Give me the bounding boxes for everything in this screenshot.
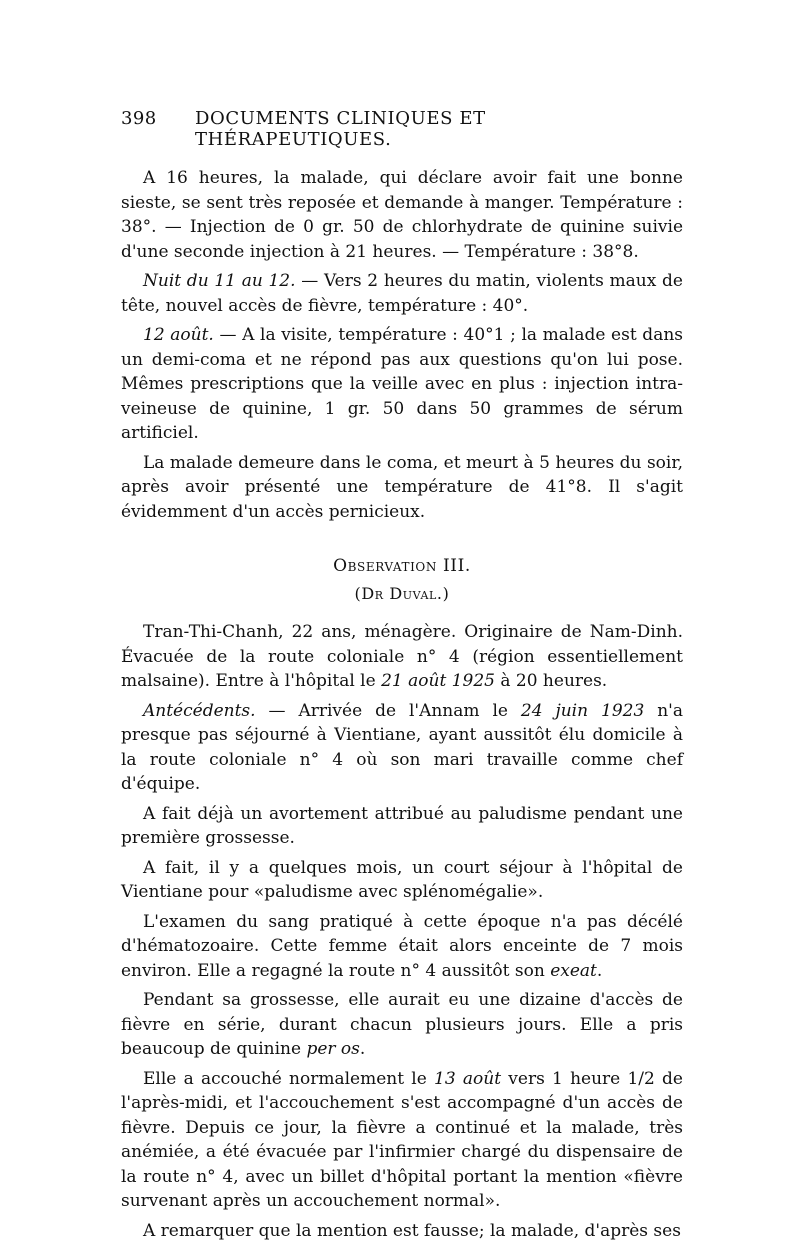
paragraph-pregnancy (121, 988, 683, 1062)
delivery-date: 13 août (434, 1068, 502, 1089)
arrival-date: 24 juin 1923 (520, 700, 645, 721)
running-header (121, 108, 683, 150)
august-12-label: 12 août. (143, 325, 214, 345)
night-label: Nuit du 11 au 12. (143, 271, 296, 291)
paragraph-hospital-stay: A fait, il y a quelques mois, un court séjour à l'hôpital de Vientiane pour «paludisme avec splénomégalie». (121, 857, 683, 902)
case-intro-text: Tran-Thi-Chanh, 22 ans, ménagère. Originaire de Nam-Dinh. Évacuée de la route coloniale n° 4 (région essentiellement malsaine). Entre à l'hôpital le (121, 622, 683, 691)
antecedents-text: — Arrivée de l'Annam le (255, 700, 521, 721)
running-title: DOCUMENTS CLINIQUES ET THÉRAPEUTIQUES. (195, 108, 486, 150)
delivery-text: Elle a accouché normalement le (143, 1068, 435, 1089)
page-number: 398 (121, 108, 157, 129)
paragraph-death: La malade demeure dans le coma, et meurt à 5 heures du soir, après avoir présenté une température de 41°8. Il s'agit évidemment d'un accès pernicieux. (121, 452, 683, 522)
blood-exam-text-end: . (596, 960, 603, 981)
paragraph-abortion: A fait déjà un avortement attribué au paludisme pendant une première grossesse. (121, 803, 683, 848)
paragraph-blood-exam (121, 910, 683, 984)
paragraph-antecedents (121, 699, 683, 797)
document-page (121, 108, 683, 1243)
antecedents-label: Antécédents. (143, 700, 256, 721)
per-os-term: per os (306, 1039, 360, 1059)
paragraph-delivery (121, 1067, 683, 1214)
admission-date: 21 août 1925 (381, 671, 495, 691)
paragraph-august-12 (121, 323, 683, 446)
august-12-text: — A la visite, température : 40°1 ; la malade est dans un demi-coma et ne répond pas aux questions qu'on lui pose. Mêmes prescriptions que la veille avec en plus : injection intra-veineuse de quinine, 1 gr. 50 dans 50 grammes de sérum artificiel. (121, 325, 683, 443)
paragraph-case-intro (121, 620, 683, 694)
doctor-attribution: (Dr Duval.) (354, 584, 450, 603)
pregnancy-text: Pendant sa grossesse, elle aurait eu une dizaine d'accès de fièvre en série, durant chacun plusieurs jours. Elle a pris beaucoup de quinine (121, 990, 683, 1059)
pregnancy-text-end: . (359, 1039, 366, 1059)
observation-heading: Observation III. (333, 556, 471, 576)
exeat-term: exeat (550, 960, 597, 981)
antecedents-text-end: n'a presque pas séjourné à Vientiane, ayant aussitôt élu domicile à la route coloniale n° 4 où son mari travaille comme chef d'équipe. (121, 700, 683, 794)
paragraph-final: A remarquer que la mention est fausse; la malade, d'après ses (143, 1220, 681, 1241)
delivery-text-end: vers 1 heure 1/2 de l'après-midi, et l'accouchement s'est accompagné d'un accès de fièvre. Depuis ce jour, la fièvre a continué et la malade, très anémiée, a été évacuée par l'infirmier chargé du dispensaire de la route n° 4, avec un billet d'hôpital portant la mention «fièvre survenant après un accouchement normal». (121, 1068, 683, 1211)
night-text: — Vers 2 heures du matin, violents maux de tête, nouvel accès de fièvre, température : 40°. (121, 271, 683, 316)
paragraph-afternoon: A 16 heures, la malade, qui déclare avoir fait une bonne sieste, se sent très reposée et demande à manger. Température : 38°. — Injection de 0 gr. 50 de chlorhydrate de quinine suivie d'une seconde injection à 21 heures. — Température : 38°8. (121, 168, 683, 262)
blood-exam-text: L'examen du sang pratiqué à cette époque n'a pas décélé d'hématozoaire. Cette femme était alors enceinte de 7 mois environ. Elle a regagné la route n° 4 aussitôt son (121, 911, 683, 981)
paragraph-night (121, 269, 683, 318)
case-intro-text-end: à 20 heures. (494, 671, 608, 691)
